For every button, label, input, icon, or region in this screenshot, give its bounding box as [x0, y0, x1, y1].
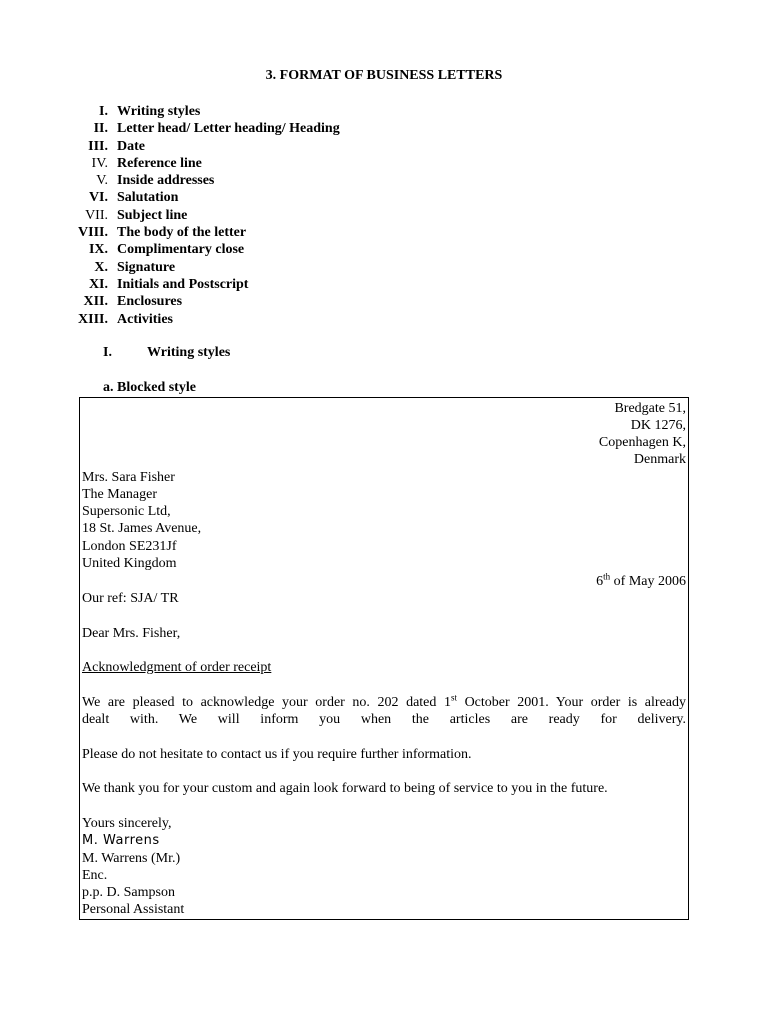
body-paragraph-1-line-2: dealt with. We will inform you when the articles are ready for delivery.: [82, 712, 686, 727]
toc-item: [0, 276, 400, 293]
assistant-title: Personal Assistant: [82, 902, 185, 917]
toc-item: [0, 293, 400, 310]
toc-item-number: VI.: [88, 190, 108, 206]
section-number: I.: [103, 345, 112, 360]
toc-item-label: Salutation: [117, 190, 179, 206]
toc-item-number: XIII.: [78, 311, 108, 327]
toc-item: [0, 241, 400, 258]
toc-item: [0, 189, 400, 206]
enclosure-line: Enc.: [82, 868, 108, 883]
toc-item-label: Initials and Postscript: [117, 276, 249, 292]
toc-item-number: X.: [94, 259, 108, 275]
signer-name: M. Warrens (Mr.): [82, 851, 181, 866]
para1-part-b: October 2001. Your order is already: [456, 695, 686, 710]
salutation: Dear Mrs. Fisher,: [82, 626, 181, 641]
toc-item: [0, 311, 400, 328]
toc-item-number: III.: [88, 138, 108, 154]
toc-item: [0, 207, 400, 224]
toc-item-number: II.: [93, 121, 108, 137]
date-day: 6: [596, 574, 604, 589]
toc-item-number: VIII.: [78, 225, 108, 241]
toc-item: [0, 138, 400, 155]
signature: M. Warrens: [82, 833, 160, 848]
sender-address-line: Copenhagen K,: [598, 435, 686, 450]
toc-item: [0, 103, 400, 120]
para1-part-a: We are pleased to acknowledge your order no. 202 dated 1: [82, 695, 451, 710]
reference-line: Our ref: SJA/ TR: [82, 591, 179, 606]
toc-item: [0, 155, 400, 172]
toc-item-label: Date: [117, 138, 145, 154]
subsection-heading: a. Blocked style: [103, 380, 196, 395]
complimentary-close: Yours sincerely,: [82, 816, 172, 831]
toc-item-label: Activities: [117, 311, 173, 327]
toc-item-number: VII.: [85, 207, 108, 223]
toc-item-label: Signature: [117, 259, 176, 275]
toc-item-label: Letter head/ Letter heading/ Heading: [117, 121, 340, 137]
table-of-contents: [0, 103, 400, 328]
toc-item-number: XI.: [88, 276, 108, 292]
date-rest: of May 2006: [610, 574, 686, 589]
toc-item-label: Subject line: [117, 207, 188, 223]
body-paragraph-3: We thank you for your custom and again look forward to being of service to you in the future.: [82, 781, 608, 796]
toc-item-number: IV.: [91, 155, 108, 171]
recipient-line: Supersonic Ltd,: [82, 504, 171, 519]
recipient-line: Mrs. Sara Fisher: [82, 470, 175, 485]
sender-address-line: Denmark: [633, 452, 686, 467]
date-ordinal: th: [603, 571, 611, 582]
toc-item-number: IX.: [88, 242, 108, 258]
subject-line: Acknowledgment of order receipt: [82, 660, 272, 675]
toc-item-label: Writing styles: [117, 104, 201, 119]
toc-item: [0, 172, 400, 189]
toc-item-label: Reference line: [117, 155, 202, 171]
recipient-line: London SE231Jf: [82, 539, 177, 554]
section-label: Writing styles: [147, 345, 231, 360]
toc-item: [0, 224, 400, 241]
para1-ordinal: st: [450, 692, 457, 703]
body-paragraph-1-line-1: [82, 694, 686, 711]
toc-item: [0, 259, 400, 276]
toc-item-number: XII.: [83, 294, 108, 310]
page-title: 3. FORMAT OF BUSINESS LETTERS: [265, 68, 503, 83]
body-paragraph-2: Please do not hesitate to contact us if you require further information.: [82, 747, 472, 762]
toc-item: [0, 120, 400, 137]
toc-item-label: The body of the letter: [117, 225, 247, 241]
toc-item-number: V.: [96, 173, 108, 189]
per-procurationem-line: p.p. D. Sampson: [82, 885, 175, 900]
sender-address-line: DK 1276,: [630, 418, 686, 433]
sample-letter: [79, 397, 689, 920]
letter-date: [596, 573, 686, 590]
toc-item-label: Inside addresses: [117, 173, 215, 189]
recipient-line: The Manager: [82, 487, 158, 502]
recipient-line: 18 St. James Avenue,: [82, 521, 202, 536]
sender-address-line: Bredgate 51,: [614, 401, 686, 416]
recipient-line: United Kingdom: [82, 556, 177, 571]
toc-item-label: Complimentary close: [117, 242, 245, 258]
toc-item-label: Enclosures: [117, 294, 183, 310]
toc-item-number: I.: [99, 104, 108, 119]
